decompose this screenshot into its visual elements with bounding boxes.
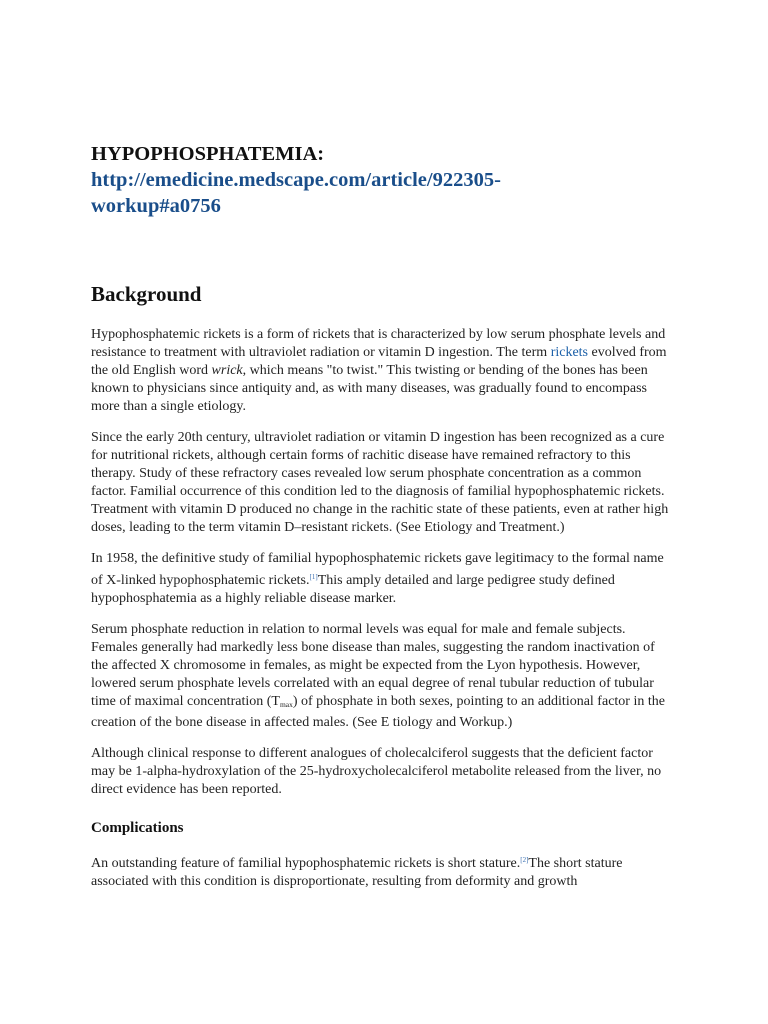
document-title-block	[91, 141, 681, 219]
tmax-subscript: max	[279, 700, 293, 709]
source-url-line-2: workup#a0756	[91, 195, 221, 217]
complications-paragraph-1: An outstanding feature of familial hypophosphatemic rickets is short stature.[2]The short stature associated with this condition is disproportionate, resulting from deformity and growth	[91, 856, 623, 889]
source-url-link[interactable]	[91, 169, 501, 217]
paragraph-1: Hypophosphatemic rickets is a form of rickets that is characterized by low serum phosphate levels and resistance to treatment with ultraviolet radiation or vitamin D ingestion. The term rickets evolved from the old English word wrick, which means "to twist." This twisting or bending of the bones has been known to physicians since antiquity and, as with many diseases, was gradually found to encompass more than a single etiology.	[91, 327, 667, 414]
section-heading-complications: Complications	[91, 820, 184, 836]
background-body	[91, 326, 671, 904]
reference-1-link[interactable]: [1]	[309, 573, 318, 581]
reference-2-link[interactable]: [2]	[520, 856, 529, 864]
paragraph-5: Although clinical response to different analogues of cholecalciferol suggests that the deficient factor may be 1-alpha-hydroxylation of the 25-hydroxycholecalciferol metabolite released from the liver, no direct evidence has been reported.	[91, 746, 662, 797]
rickets-link[interactable]: rickets	[550, 345, 589, 360]
paragraph-2: Since the early 20th century, ultraviolet radiation or vitamin D ingestion has been recognized as a cure for nutritional rickets, although certain forms of rachitic disease have remained refractory to this therapy. Study of these refractory cases revealed low serum phosphate concentration as a common factor. Familial occurrence of this condition led to the diagnosis of familial hypophosphatemic rickets. Treatment with vitamin D produced no change in the rachitic state of these patients, even at rather high doses, leading to the term vitamin D–resistant rickets. (See Etiology and Treatment.)	[91, 430, 669, 535]
paragraph-4: Serum phosphate reduction in relation to normal levels was equal for male and female subjects. Females generally had markedly less bone disease than males, suggesting the random inactivation of the affected X chromosome in females, as might be expected from the Lyon hypothesis. However, lowered serum phosphate levels correlated with an equal degree of renal tubular reduction of tubular time of maximal concentration $(T_{max})$ of phosphate in both sexes, pointing to an additional factor in the creation of the bone disease in affected males. (See E tiology and Workup.)	[91, 622, 665, 730]
paragraph-3: In 1958, the definitive study of familial hypophosphatemic rickets gave legitimacy to the formal name of X-linked hypophosphatemic rickets.[1]This amply detailed and large pedigree study defined hypophosphatemia as a highly reliable disease marker.	[91, 551, 664, 606]
source-url-line-1: http://emedicine.medscape.com/article/922305-	[91, 169, 501, 191]
document-title: HYPOPHOSPHATEMIA:	[91, 143, 325, 165]
section-heading-background: Background	[91, 282, 202, 306]
italic-term-wrick: wrick	[211, 363, 243, 378]
